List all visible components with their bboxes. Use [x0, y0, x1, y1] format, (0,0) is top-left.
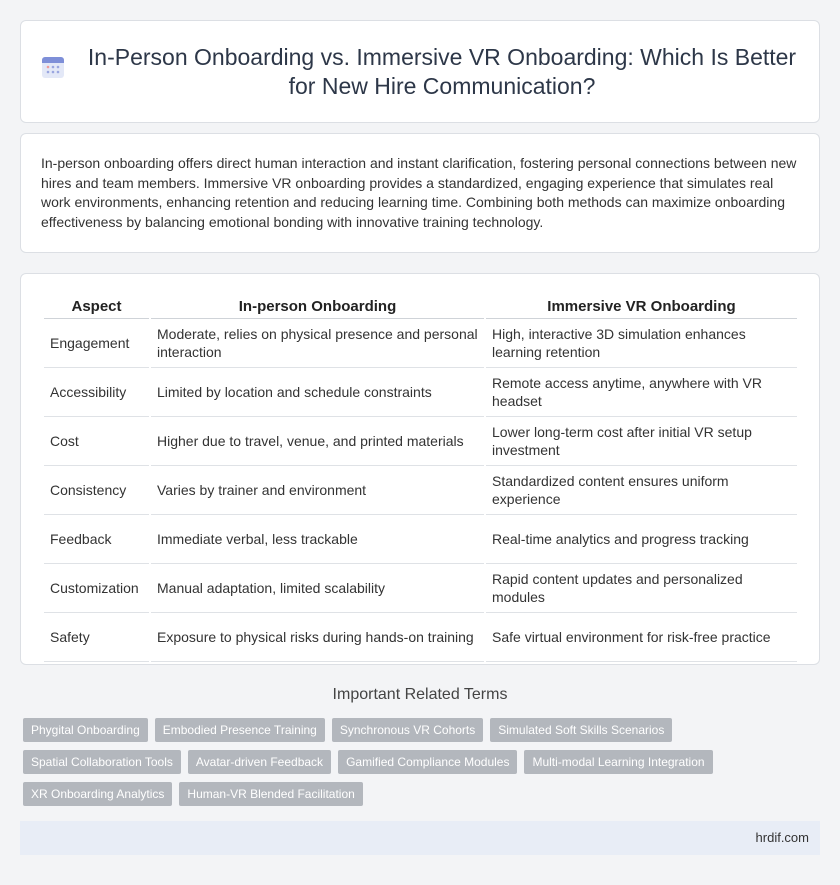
table-row — [44, 368, 797, 417]
related-term-tag[interactable]: Simulated Soft Skills Scenarios — [490, 718, 672, 742]
table-row — [44, 319, 797, 368]
related-term-tag[interactable]: Multi-modal Learning Integration — [524, 750, 712, 774]
related-term-tag[interactable]: Embodied Presence Training — [155, 718, 325, 742]
table-row — [44, 515, 797, 564]
table-row — [44, 417, 797, 466]
cell-aspect: Safety — [44, 613, 149, 662]
cell-vr: Remote access anytime, anywhere with VR headset — [486, 368, 797, 417]
intro-text: In-person onboarding offers direct human interaction and instant clarification, fostering personal connections between new hires and team members. Immersive VR onboarding provides a standardized, engaging experience that simulates real work environments, enhancing retention and reducing learning time. Combining both methods can maximize onboarding effectiveness by balancing emotional bonding with innovative training technology. — [41, 155, 797, 230]
cell-in-person: Exposure to physical risks during hands-on training — [151, 613, 484, 662]
cell-in-person: Manual adaptation, limited scalability — [151, 564, 484, 613]
header-aspect: Aspect — [44, 295, 149, 319]
cell-aspect: Accessibility — [44, 368, 149, 417]
table-row — [44, 466, 797, 515]
title-card — [20, 20, 820, 123]
cell-vr: Standardized content ensures uniform experience — [486, 466, 797, 515]
related-terms-list — [23, 718, 823, 806]
related-term-tag[interactable]: Gamified Compliance Modules — [338, 750, 517, 774]
related-term-tag[interactable]: Spatial Collaboration Tools — [23, 750, 181, 774]
comparison-table — [42, 295, 799, 662]
page-title: In-Person Onboarding vs. Immersive VR Onboarding: Which Is Better for New Hire Communication? — [87, 43, 797, 99]
related-term-tag[interactable]: Human-VR Blended Facilitation — [179, 782, 362, 806]
footer-site-link[interactable]: hrdif.com — [755, 830, 809, 845]
cell-aspect: Engagement — [44, 319, 149, 368]
related-terms-title: Important Related Terms — [332, 686, 508, 703]
header-in-person: In-person Onboarding — [151, 295, 484, 319]
table-row — [44, 564, 797, 613]
cell-vr: Safe virtual environment for risk-free practice — [486, 613, 797, 662]
cell-aspect: Feedback — [44, 515, 149, 564]
related-term-tag[interactable]: XR Onboarding Analytics — [23, 782, 172, 806]
cell-in-person: Limited by location and schedule constraints — [151, 368, 484, 417]
related-term-tag[interactable]: Phygital Onboarding — [23, 718, 148, 742]
cell-in-person: Immediate verbal, less trackable — [151, 515, 484, 564]
related-term-tag[interactable]: Synchronous VR Cohorts — [332, 718, 483, 742]
cell-in-person: Moderate, relies on physical presence and personal interaction — [151, 319, 484, 368]
cell-in-person: Varies by trainer and environment — [151, 466, 484, 515]
cell-vr: Rapid content updates and personalized modules — [486, 564, 797, 613]
table-row — [44, 613, 797, 662]
cell-vr: Real-time analytics and progress tracking — [486, 515, 797, 564]
document-icon — [40, 54, 66, 80]
header-vr: Immersive VR Onboarding — [486, 295, 797, 319]
cell-in-person: Higher due to travel, venue, and printed materials — [151, 417, 484, 466]
cell-vr: Lower long-term cost after initial VR setup investment — [486, 417, 797, 466]
intro-card — [20, 133, 820, 253]
cell-aspect: Customization — [44, 564, 149, 613]
table-header-row — [44, 295, 797, 319]
comparison-card — [20, 273, 820, 665]
footer — [20, 821, 820, 855]
related-term-tag[interactable]: Avatar-driven Feedback — [188, 750, 331, 774]
cell-aspect: Cost — [44, 417, 149, 466]
cell-aspect: Consistency — [44, 466, 149, 515]
cell-vr: High, interactive 3D simulation enhances learning retention — [486, 319, 797, 368]
